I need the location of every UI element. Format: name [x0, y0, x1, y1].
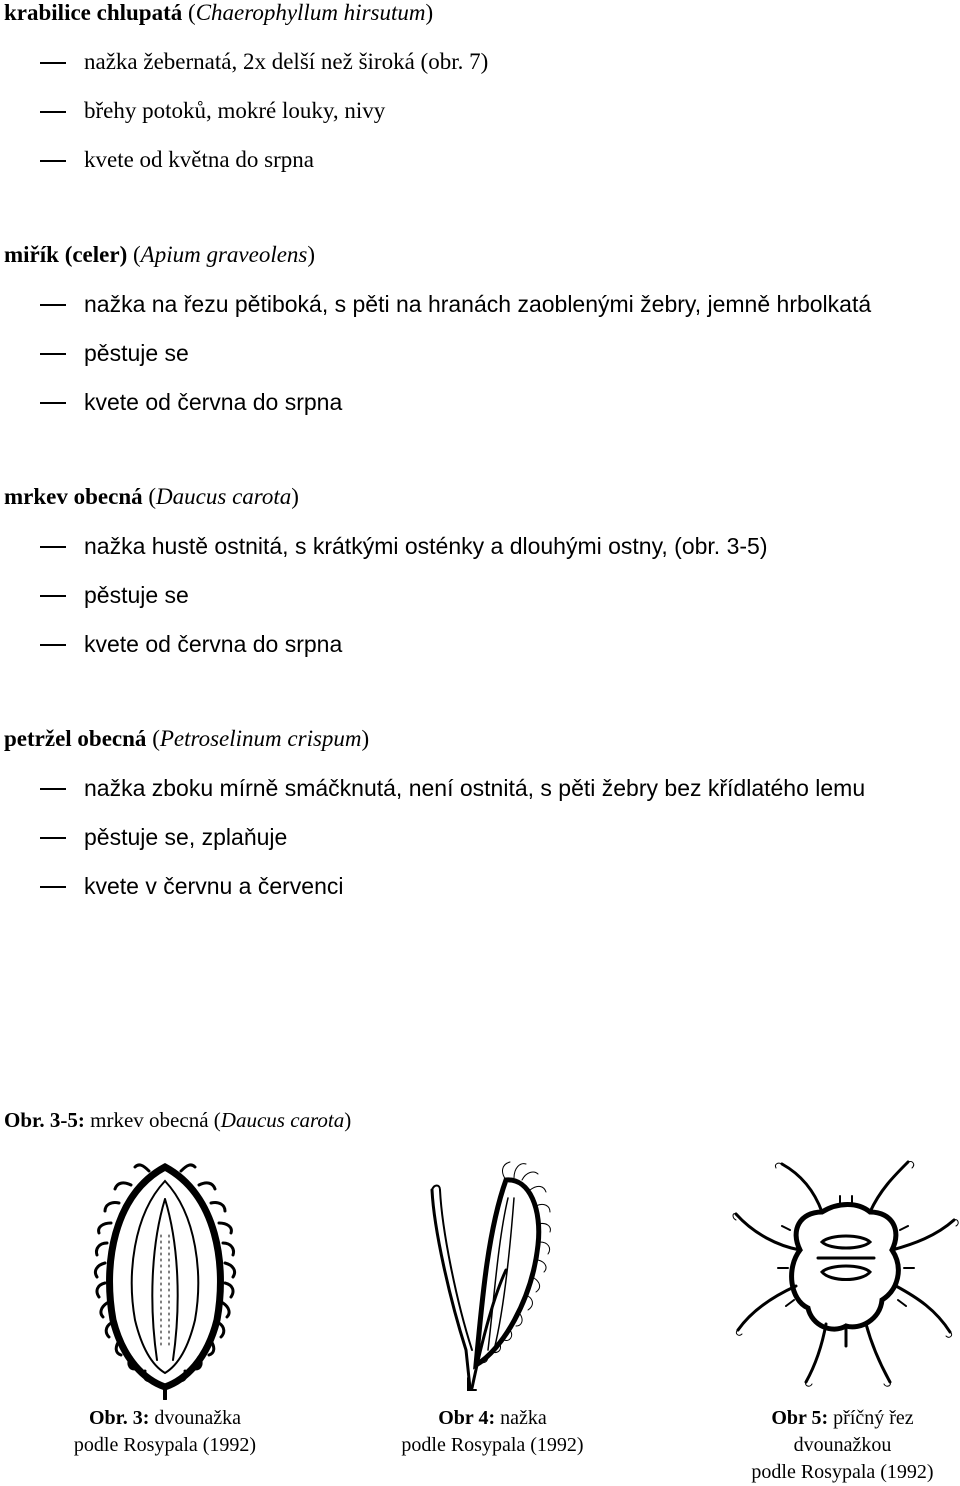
plant-name: petržel obecná — [4, 726, 147, 751]
dash-icon — [40, 402, 66, 404]
list-item: nažka zboku mírně smáčknutá, není ostnitá, s pěti žebry bez křídlatého lemu — [0, 775, 960, 805]
list-item: kvete od května do srpna — [0, 147, 960, 177]
section-title-chaerophyllum: krabilice chlupatá (Chaerophyllum hirsutum) — [4, 0, 434, 25]
achene-drawing — [410, 1150, 570, 1395]
list-item: nažka žebernatá, 2x delší než široká (obr. 7) — [0, 49, 960, 79]
cross-section-drawing — [730, 1150, 960, 1390]
plant-latin-name: Petroselinum crispum — [159, 726, 362, 751]
dash-icon — [40, 837, 66, 839]
dash-icon — [40, 886, 66, 888]
list-item: kvete od června do srpna — [0, 631, 960, 661]
list-item: břehy potoků, mokré louky, nivy — [0, 98, 960, 128]
list-item: pěstuje se — [0, 340, 960, 370]
list-item: pěstuje se, zplaňuje — [0, 824, 960, 854]
list-item: pěstuje se — [0, 582, 960, 612]
dash-icon — [40, 62, 66, 64]
dash-icon — [40, 353, 66, 355]
plant-latin-name: Chaerophyllum hirsutum — [195, 0, 426, 25]
figure-caption-3: Obr. 3: dvounažka podle Rosypala (1992) — [73, 1407, 257, 1456]
dash-icon — [40, 546, 66, 548]
list-item: nažka na řezu pětiboká, s pěti na hranách zaoblenými žebry, jemně hrbolkatá — [0, 291, 960, 321]
list-item: kvete v červnu a červenci — [0, 873, 960, 903]
dash-icon — [40, 788, 66, 790]
dash-icon — [40, 111, 66, 113]
list-item: nažka hustě ostnitá, s krátkými osténky a dlouhými ostny, (obr. 3-5) — [0, 533, 960, 563]
dash-icon — [40, 160, 66, 162]
figure-caption-5: Obr 5: příčný řez dvounažkou podle Rosypala (1992) — [751, 1407, 934, 1483]
section-title-apium: miřík (celer) (Apium graveolens) — [4, 242, 316, 267]
plant-name: miřík (celer) — [4, 242, 128, 267]
plant-latin-name: Daucus carota — [156, 484, 292, 509]
list-item: kvete od června do srpna — [0, 389, 960, 419]
figures-title: Obr. 3-5: mrkev obecná (Daucus carota) — [4, 1108, 352, 1132]
plant-name: krabilice chlupatá — [4, 0, 183, 25]
dash-icon — [40, 304, 66, 306]
plant-name: mrkev obecná — [4, 484, 143, 509]
dash-icon — [40, 595, 66, 597]
section-title-petroselinum: petržel obecná (Petroselinum crispum) — [4, 726, 370, 751]
double-achene-drawing — [85, 1155, 245, 1400]
dash-icon — [40, 644, 66, 646]
section-title-daucus: mrkev obecná (Daucus carota) — [4, 484, 299, 509]
figure-caption-4: Obr 4: nažka podle Rosypala (1992) — [401, 1407, 584, 1456]
plant-latin-name: Apium graveolens — [140, 242, 308, 267]
